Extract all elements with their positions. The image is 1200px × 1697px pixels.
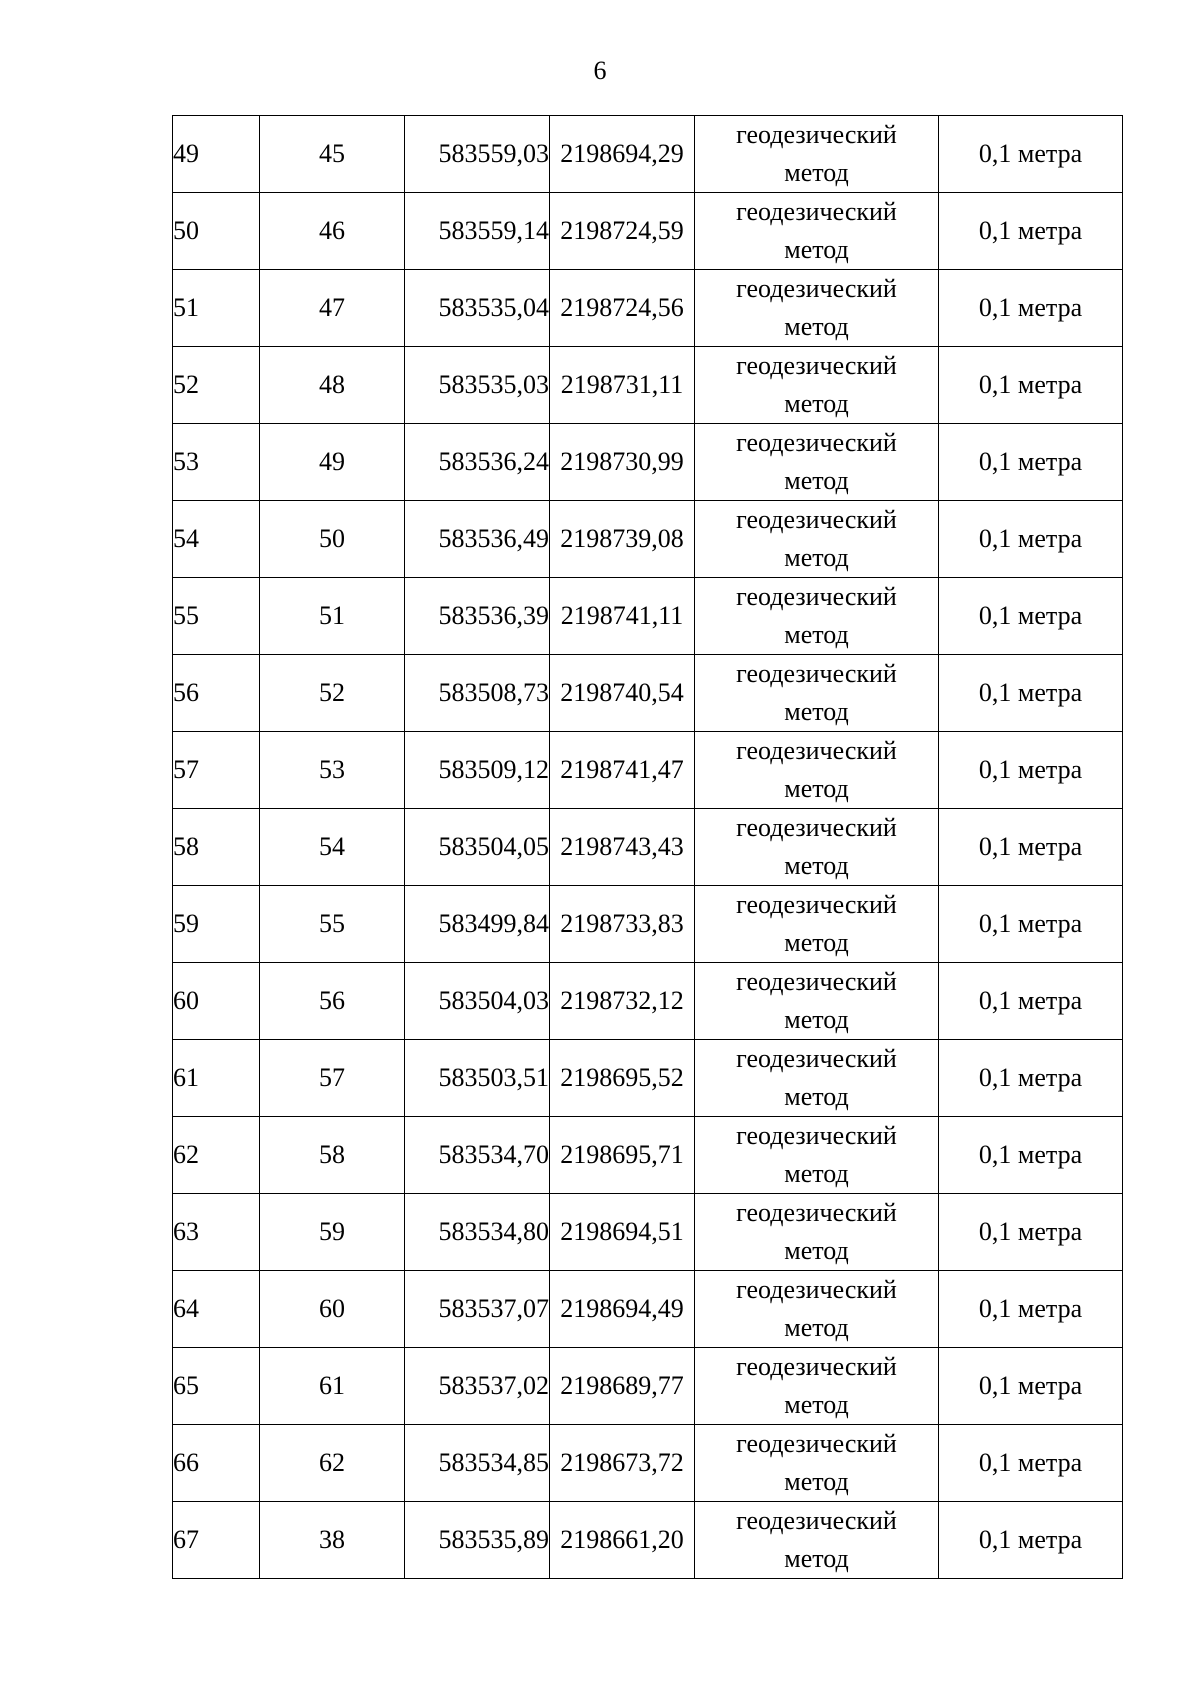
row-number-cell: 53 — [173, 424, 260, 501]
point-number-cell: 53 — [260, 732, 405, 809]
table-row — [173, 809, 1123, 886]
y-coordinate-cell: 2198733,83 — [550, 886, 695, 963]
accuracy-cell: 0,1 метра — [939, 578, 1123, 655]
method-cell — [695, 655, 939, 732]
y-coordinate-cell: 2198724,56 — [550, 270, 695, 347]
method-line-2: метод — [784, 1005, 849, 1034]
method-line-1: геодезический — [736, 1275, 897, 1304]
table-row — [173, 424, 1123, 501]
point-number-cell: 61 — [260, 1348, 405, 1425]
row-number-cell: 49 — [173, 116, 260, 193]
point-number-cell: 62 — [260, 1425, 405, 1502]
method-cell — [695, 270, 939, 347]
y-coordinate-cell: 2198673,72 — [550, 1425, 695, 1502]
x-coordinate-cell: 583534,80 — [405, 1194, 550, 1271]
method-line-2: метод — [784, 1159, 849, 1188]
table-row — [173, 116, 1123, 193]
y-coordinate-cell: 2198731,11 — [550, 347, 695, 424]
point-number-cell: 47 — [260, 270, 405, 347]
row-number-cell: 64 — [173, 1271, 260, 1348]
table-row — [173, 655, 1123, 732]
point-number-cell: 60 — [260, 1271, 405, 1348]
method-line-1: геодезический — [736, 967, 897, 996]
point-number-cell: 51 — [260, 578, 405, 655]
accuracy-cell: 0,1 метра — [939, 347, 1123, 424]
x-coordinate-cell: 583504,05 — [405, 809, 550, 886]
method-line-2: метод — [784, 543, 849, 572]
accuracy-cell: 0,1 метра — [939, 270, 1123, 347]
point-number-cell: 56 — [260, 963, 405, 1040]
point-number-cell: 38 — [260, 1502, 405, 1579]
method-line-1: геодезический — [736, 1044, 897, 1073]
method-line-2: метод — [784, 158, 849, 187]
y-coordinate-cell: 2198695,52 — [550, 1040, 695, 1117]
method-cell — [695, 578, 939, 655]
coordinates-table-body — [173, 116, 1123, 1579]
table-row — [173, 886, 1123, 963]
table-row — [173, 1425, 1123, 1502]
table-row — [173, 1502, 1123, 1579]
method-cell — [695, 732, 939, 809]
y-coordinate-cell: 2198739,08 — [550, 501, 695, 578]
method-line-1: геодезический — [736, 659, 897, 688]
x-coordinate-cell: 583503,51 — [405, 1040, 550, 1117]
method-line-1: геодезический — [736, 505, 897, 534]
accuracy-cell: 0,1 метра — [939, 1194, 1123, 1271]
method-line-2: метод — [784, 1313, 849, 1342]
table-row — [173, 270, 1123, 347]
y-coordinate-cell: 2198741,47 — [550, 732, 695, 809]
method-cell — [695, 424, 939, 501]
method-line-2: метод — [784, 1390, 849, 1419]
x-coordinate-cell: 583509,12 — [405, 732, 550, 809]
x-coordinate-cell: 583535,04 — [405, 270, 550, 347]
table-row — [173, 193, 1123, 270]
y-coordinate-cell: 2198694,51 — [550, 1194, 695, 1271]
point-number-cell: 57 — [260, 1040, 405, 1117]
method-line-1: геодезический — [736, 890, 897, 919]
method-line-1: геодезический — [736, 1429, 897, 1458]
row-number-cell: 51 — [173, 270, 260, 347]
row-number-cell: 58 — [173, 809, 260, 886]
table-row — [173, 501, 1123, 578]
method-line-1: геодезический — [736, 351, 897, 380]
method-line-1: геодезический — [736, 274, 897, 303]
row-number-cell: 55 — [173, 578, 260, 655]
x-coordinate-cell: 583537,02 — [405, 1348, 550, 1425]
method-line-2: метод — [784, 466, 849, 495]
x-coordinate-cell: 583499,84 — [405, 886, 550, 963]
method-line-1: геодезический — [736, 1121, 897, 1150]
method-cell — [695, 963, 939, 1040]
x-coordinate-cell: 583534,85 — [405, 1425, 550, 1502]
y-coordinate-cell: 2198743,43 — [550, 809, 695, 886]
row-number-cell: 59 — [173, 886, 260, 963]
table-row — [173, 1040, 1123, 1117]
method-line-2: метод — [784, 1236, 849, 1265]
method-cell — [695, 809, 939, 886]
point-number-cell: 52 — [260, 655, 405, 732]
method-line-1: геодезический — [736, 1198, 897, 1227]
table-row — [173, 1117, 1123, 1194]
method-line-2: метод — [784, 235, 849, 264]
page-number: 6 — [593, 56, 607, 85]
y-coordinate-cell: 2198732,12 — [550, 963, 695, 1040]
coordinates-table — [172, 115, 1123, 1579]
accuracy-cell: 0,1 метра — [939, 1502, 1123, 1579]
method-line-2: метод — [784, 1544, 849, 1573]
x-coordinate-cell: 583536,49 — [405, 501, 550, 578]
y-coordinate-cell: 2198740,54 — [550, 655, 695, 732]
x-coordinate-cell: 583534,70 — [405, 1117, 550, 1194]
method-cell — [695, 1502, 939, 1579]
y-coordinate-cell: 2198661,20 — [550, 1502, 695, 1579]
x-coordinate-cell: 583535,03 — [405, 347, 550, 424]
point-number-cell: 45 — [260, 116, 405, 193]
x-coordinate-cell: 583504,03 — [405, 963, 550, 1040]
table-row — [173, 1194, 1123, 1271]
method-line-2: метод — [784, 1467, 849, 1496]
row-number-cell: 56 — [173, 655, 260, 732]
accuracy-cell: 0,1 метра — [939, 655, 1123, 732]
accuracy-cell: 0,1 метра — [939, 1348, 1123, 1425]
accuracy-cell: 0,1 метра — [939, 501, 1123, 578]
accuracy-cell: 0,1 метра — [939, 886, 1123, 963]
table-row — [173, 347, 1123, 424]
method-line-1: геодезический — [736, 736, 897, 765]
x-coordinate-cell: 583508,73 — [405, 655, 550, 732]
point-number-cell: 59 — [260, 1194, 405, 1271]
method-line-1: геодезический — [736, 197, 897, 226]
point-number-cell: 50 — [260, 501, 405, 578]
method-cell — [695, 116, 939, 193]
x-coordinate-cell: 583559,14 — [405, 193, 550, 270]
method-line-2: метод — [784, 620, 849, 649]
point-number-cell: 48 — [260, 347, 405, 424]
y-coordinate-cell: 2198689,77 — [550, 1348, 695, 1425]
method-line-2: метод — [784, 697, 849, 726]
method-line-2: метод — [784, 1082, 849, 1111]
x-coordinate-cell: 583559,03 — [405, 116, 550, 193]
method-line-2: метод — [784, 312, 849, 341]
y-coordinate-cell: 2198741,11 — [550, 578, 695, 655]
point-number-cell: 58 — [260, 1117, 405, 1194]
method-line-2: метод — [784, 389, 849, 418]
row-number-cell: 66 — [173, 1425, 260, 1502]
method-line-1: геодезический — [736, 428, 897, 457]
row-number-cell: 62 — [173, 1117, 260, 1194]
row-number-cell: 61 — [173, 1040, 260, 1117]
accuracy-cell: 0,1 метра — [939, 963, 1123, 1040]
accuracy-cell: 0,1 метра — [939, 193, 1123, 270]
method-cell — [695, 1348, 939, 1425]
method-line-1: геодезический — [736, 1506, 897, 1535]
accuracy-cell: 0,1 метра — [939, 116, 1123, 193]
method-line-2: метод — [784, 851, 849, 880]
method-line-2: метод — [784, 928, 849, 957]
table-row — [173, 732, 1123, 809]
row-number-cell: 50 — [173, 193, 260, 270]
x-coordinate-cell: 583537,07 — [405, 1271, 550, 1348]
method-line-1: геодезический — [736, 120, 897, 149]
row-number-cell: 57 — [173, 732, 260, 809]
accuracy-cell: 0,1 метра — [939, 1425, 1123, 1502]
method-cell — [695, 1194, 939, 1271]
table-row — [173, 963, 1123, 1040]
method-cell — [695, 1040, 939, 1117]
y-coordinate-cell: 2198724,59 — [550, 193, 695, 270]
row-number-cell: 60 — [173, 963, 260, 1040]
method-cell — [695, 1425, 939, 1502]
point-number-cell: 54 — [260, 809, 405, 886]
y-coordinate-cell: 2198694,49 — [550, 1271, 695, 1348]
method-cell — [695, 886, 939, 963]
point-number-cell: 49 — [260, 424, 405, 501]
accuracy-cell: 0,1 метра — [939, 1271, 1123, 1348]
method-line-1: геодезический — [736, 582, 897, 611]
point-number-cell: 55 — [260, 886, 405, 963]
point-number-cell: 46 — [260, 193, 405, 270]
method-line-2: метод — [784, 774, 849, 803]
table-row — [173, 1271, 1123, 1348]
row-number-cell: 54 — [173, 501, 260, 578]
y-coordinate-cell: 2198694,29 — [550, 116, 695, 193]
method-line-1: геодезический — [736, 813, 897, 842]
accuracy-cell: 0,1 метра — [939, 809, 1123, 886]
method-cell — [695, 193, 939, 270]
row-number-cell: 65 — [173, 1348, 260, 1425]
method-line-1: геодезический — [736, 1352, 897, 1381]
x-coordinate-cell: 583535,89 — [405, 1502, 550, 1579]
method-cell — [695, 1271, 939, 1348]
method-cell — [695, 501, 939, 578]
table-row — [173, 578, 1123, 655]
table-row — [173, 1348, 1123, 1425]
method-cell — [695, 1117, 939, 1194]
x-coordinate-cell: 583536,39 — [405, 578, 550, 655]
accuracy-cell: 0,1 метра — [939, 424, 1123, 501]
accuracy-cell: 0,1 метра — [939, 1117, 1123, 1194]
row-number-cell: 67 — [173, 1502, 260, 1579]
accuracy-cell: 0,1 метра — [939, 732, 1123, 809]
row-number-cell: 52 — [173, 347, 260, 424]
accuracy-cell: 0,1 метра — [939, 1040, 1123, 1117]
x-coordinate-cell: 583536,24 — [405, 424, 550, 501]
y-coordinate-cell: 2198695,71 — [550, 1117, 695, 1194]
method-cell — [695, 347, 939, 424]
y-coordinate-cell: 2198730,99 — [550, 424, 695, 501]
row-number-cell: 63 — [173, 1194, 260, 1271]
